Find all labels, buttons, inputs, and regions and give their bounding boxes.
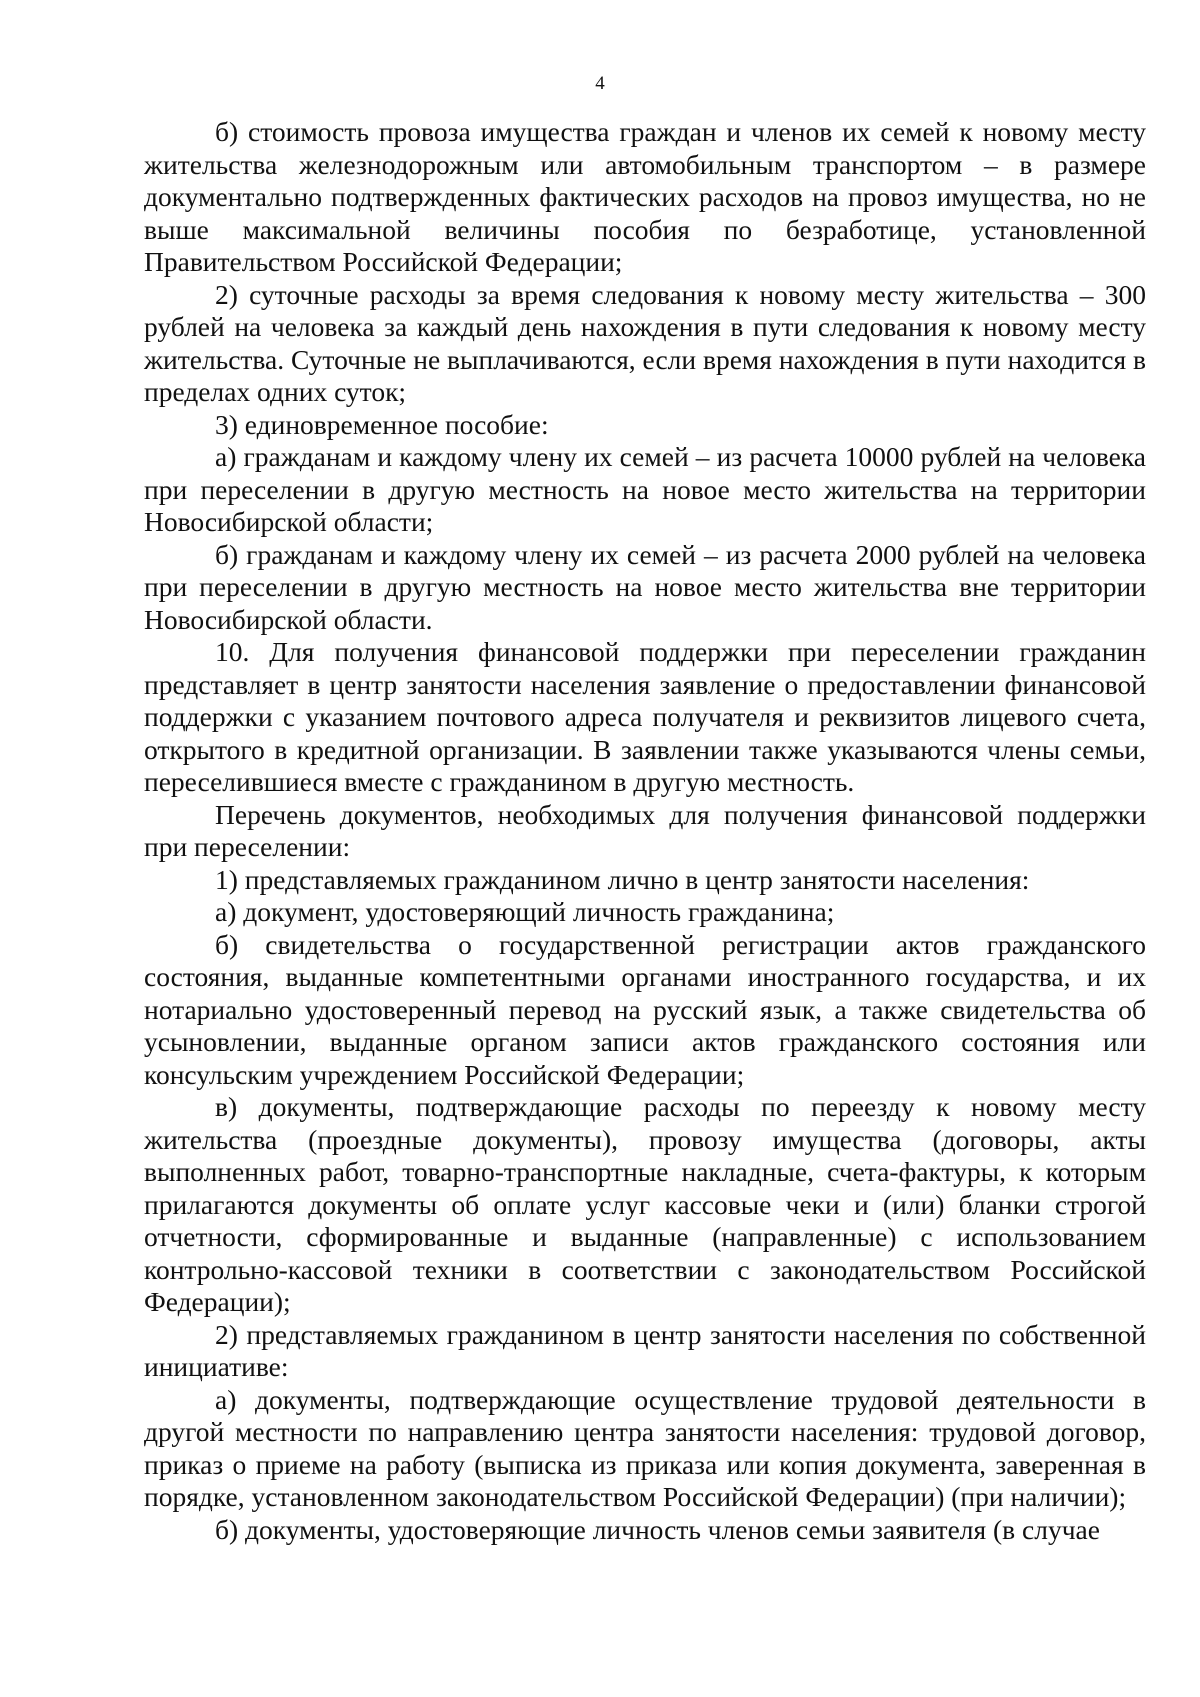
paragraph: а) документ, удостоверяющий личность гражданина; bbox=[215, 896, 835, 927]
paragraph: Перечень документов, необходимых для получения финансовой поддержки при переселении: bbox=[144, 798, 1146, 862]
paragraph: 3) единовременное пособие: bbox=[215, 408, 549, 440]
page-number: 4 bbox=[595, 73, 605, 94]
paragraph: в) документы, подтверждающие расходы по переезду к новому месту жительства (проездные документы), провозу имущества (договоры, акты выполненных работ, товарно-транспортные накладные, счета-фактуры, к которым прилагаются документы об оплате услуг кассовые чеки и (или) бланки строгой отчетности, сформированные и выданные (направленные) с использованием контрольно-кассовой техники в соответствии с законодательством Российской Федерации); bbox=[144, 1091, 1146, 1317]
paragraph: б) документы, удостоверяющие личность членов семьи заявителя (в случае bbox=[215, 1513, 1100, 1545]
paragraph: 2) представляемых гражданином в центр занятости населения по собственной инициативе: bbox=[144, 1318, 1146, 1382]
paragraph: б) свидетельства о государственной регистрации актов гражданского состояния, выданные компетентными органами иностранного государства, и их нотариально удостоверенный перевод на русский язык, а также свидетельства об усыновлении, выданные органом записи актов гражданского состояния или консульским учреждением Российской Федерации; bbox=[144, 928, 1146, 1090]
document-body bbox=[144, 116, 1146, 1546]
paragraph: а) документы, подтверждающие осуществление трудовой деятельности в другой местности по направлению центра занятости населения: трудовой договор, приказ о приеме на работу (выписка из приказа или копия документа, заверенная в порядке, установленном законодательством Российской Федерации) (при наличии); bbox=[144, 1383, 1146, 1512]
paragraph: 2) суточные расходы за время следования к новому месту жительства – 300 рублей на человека за каждый день нахождения в пути следования к новому месту жительства. Суточные не выплачиваются, если время нахождения в пути находится в пределах одних суток; bbox=[144, 278, 1146, 407]
paragraph: а) гражданам и каждому члену их семей – из расчета 10000 рублей на человека при переселении в другую местность на новое место жительства на территории Новосибирской области; bbox=[144, 441, 1146, 537]
paragraph: 10. Для получения финансовой поддержки при переселении гражданин представляет в центр занятости населения заявление о предоставлении финансовой поддержки с указанием почтового адреса получателя и реквизитов лицевого счета, открытого в кредитной организации. В заявлении также указываются члены семьи, переселившиеся вместе с гражданином в другую местность. bbox=[144, 636, 1146, 797]
paragraph: б) гражданам и каждому члену их семей – из расчета 2000 рублей на человека при переселении в другую местность на новое место жительства вне территории Новосибирской области. bbox=[144, 538, 1146, 635]
paragraph: б) стоимость провоза имущества граждан и членов их семей к новому месту жительства железнодорожным или автомобильным транспортом – в размере документально подтвержденных фактических расходов на провоз имущества, но не выше максимальной величины пособия по безработице, установленной Правительством Российской Федерации; bbox=[144, 116, 1146, 277]
paragraph: 1) представляемых гражданином лично в центр занятости населения: bbox=[215, 863, 1030, 895]
